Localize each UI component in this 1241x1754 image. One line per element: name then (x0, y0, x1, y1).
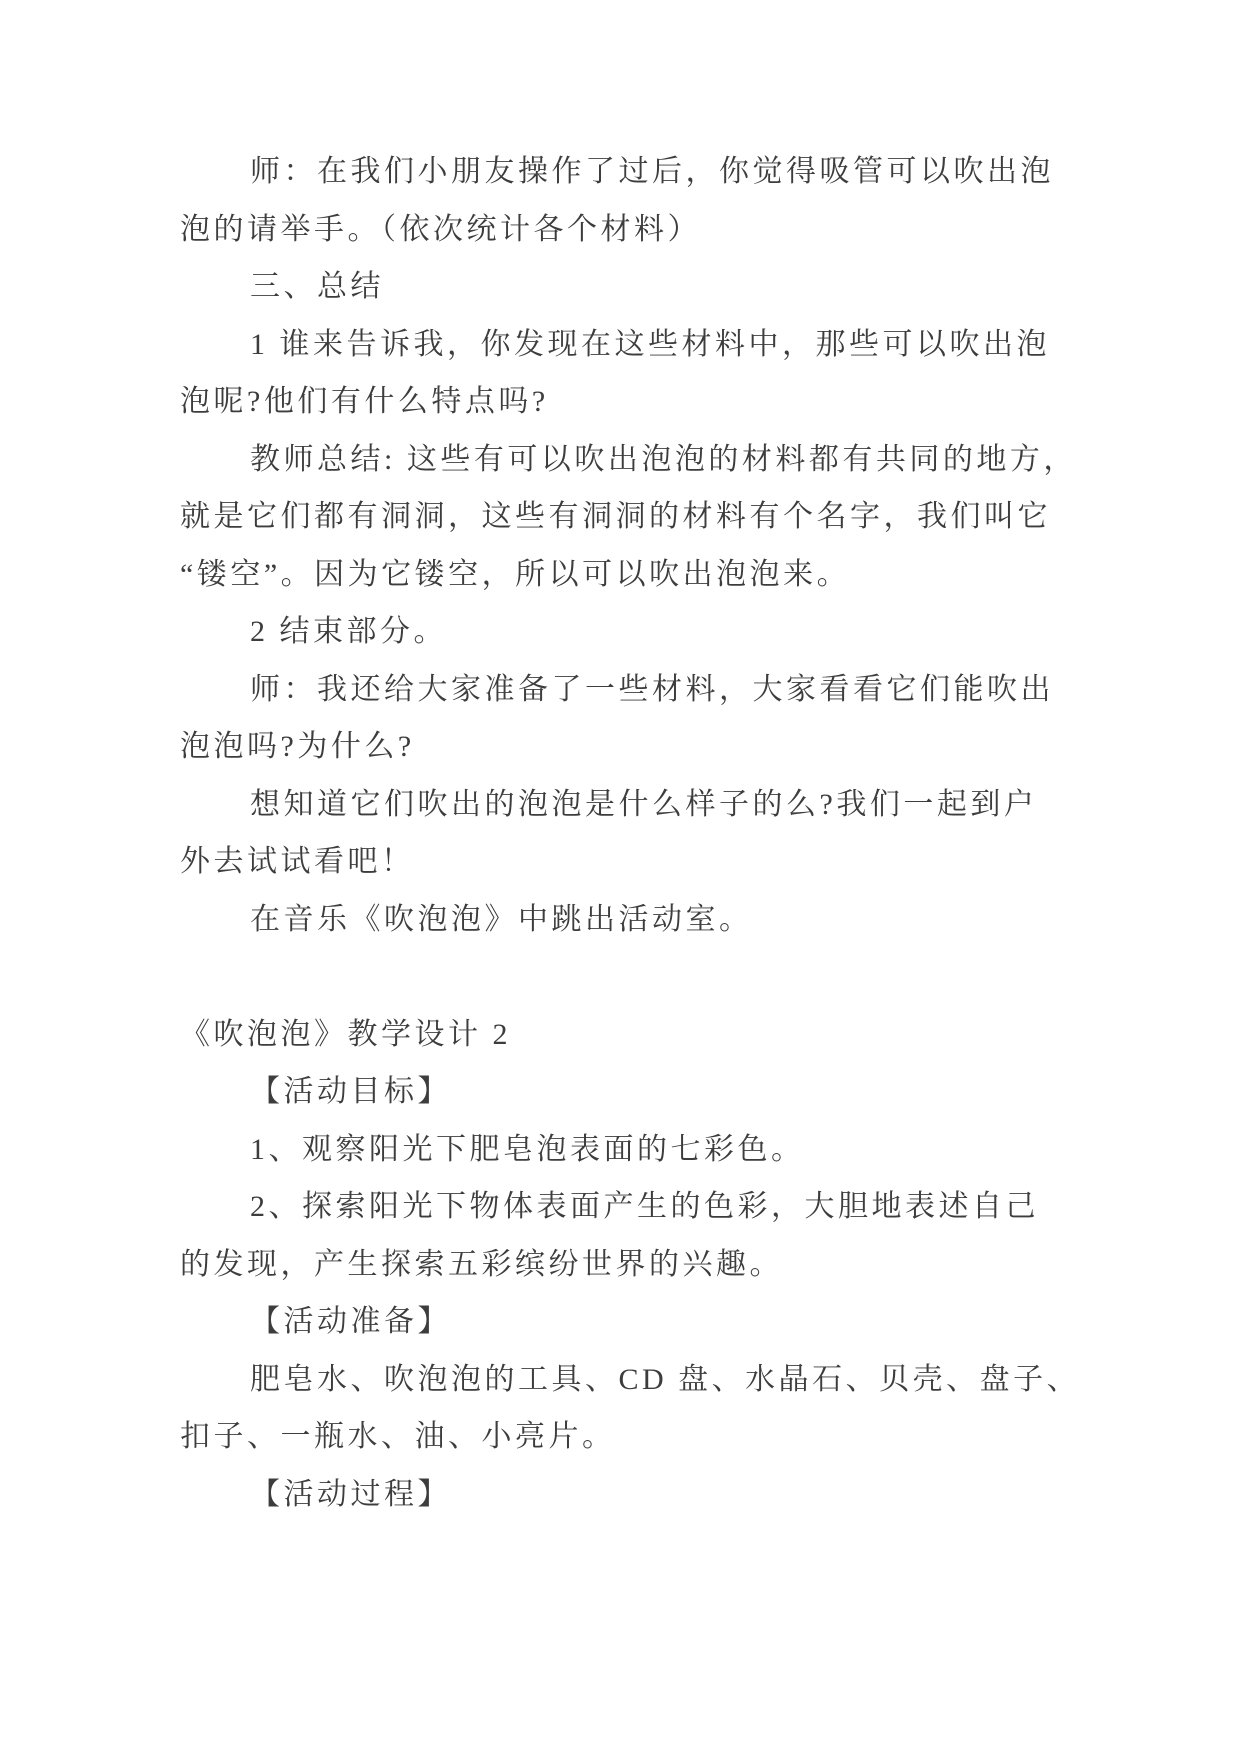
text-line: 外去试试看吧！ (180, 845, 415, 878)
text-line: 【活动过程】 (250, 1477, 451, 1511)
text-line: 三、总结 (250, 270, 384, 303)
text-line: 1 谁来告诉我，你发现在这些材料中，那些可以吹出泡 (250, 327, 1050, 361)
text-line: 2、探索阳光下物体表面产生的色彩，大胆地表述自己 (250, 1190, 1039, 1223)
text-line: 肥皂水、吹泡泡的工具、CD 盘、水晶石、贝壳、盘子、 (250, 1362, 1081, 1396)
text-line: 师：在我们小朋友操作了过后，你觉得吸管可以吹出泡 (250, 155, 1054, 188)
text-line: 泡泡吗?为什么? (180, 730, 415, 763)
text-line: 1、观察阳光下肥皂泡表面的七彩色。 (250, 1132, 805, 1166)
text-line: 2 结束部分。 (250, 615, 447, 648)
text-line: 扣子、一瓶水、油、小亮片。 (180, 1420, 616, 1453)
text-line: “镂空”。因为它镂空，所以可以吹出泡泡来。 (180, 557, 851, 591)
text-line: 泡呢?他们有什么特点吗? (180, 385, 549, 418)
text-line: 就是它们都有洞洞，这些有洞洞的材料有个名字，我们叫它 (180, 500, 1051, 533)
text-line: 泡的请举手。（依次统计各个材料） (180, 212, 701, 246)
text-line: 《吹泡泡》教学设计 2 (180, 1017, 511, 1051)
text-line (180, 948, 1066, 1006)
text-line: 想知道它们吹出的泡泡是什么样子的么?我们一起到户 (250, 787, 1038, 821)
text-line: 教师总结: 这些有可以吹出泡泡的材料都有共同的地方， (250, 442, 1077, 476)
document-text (180, 143, 1081, 1523)
text-line: 【活动目标】 (250, 1075, 451, 1108)
text-line: 的发现，产生探索五彩缤纷世界的兴趣。 (180, 1247, 783, 1281)
text-line: 在音乐《吹泡泡》中跳出活动室。 (250, 902, 753, 936)
text-line: 师：我还给大家准备了一些材料，大家看看它们能吹出 (250, 672, 1054, 706)
text-line: 【活动准备】 (250, 1305, 451, 1338)
